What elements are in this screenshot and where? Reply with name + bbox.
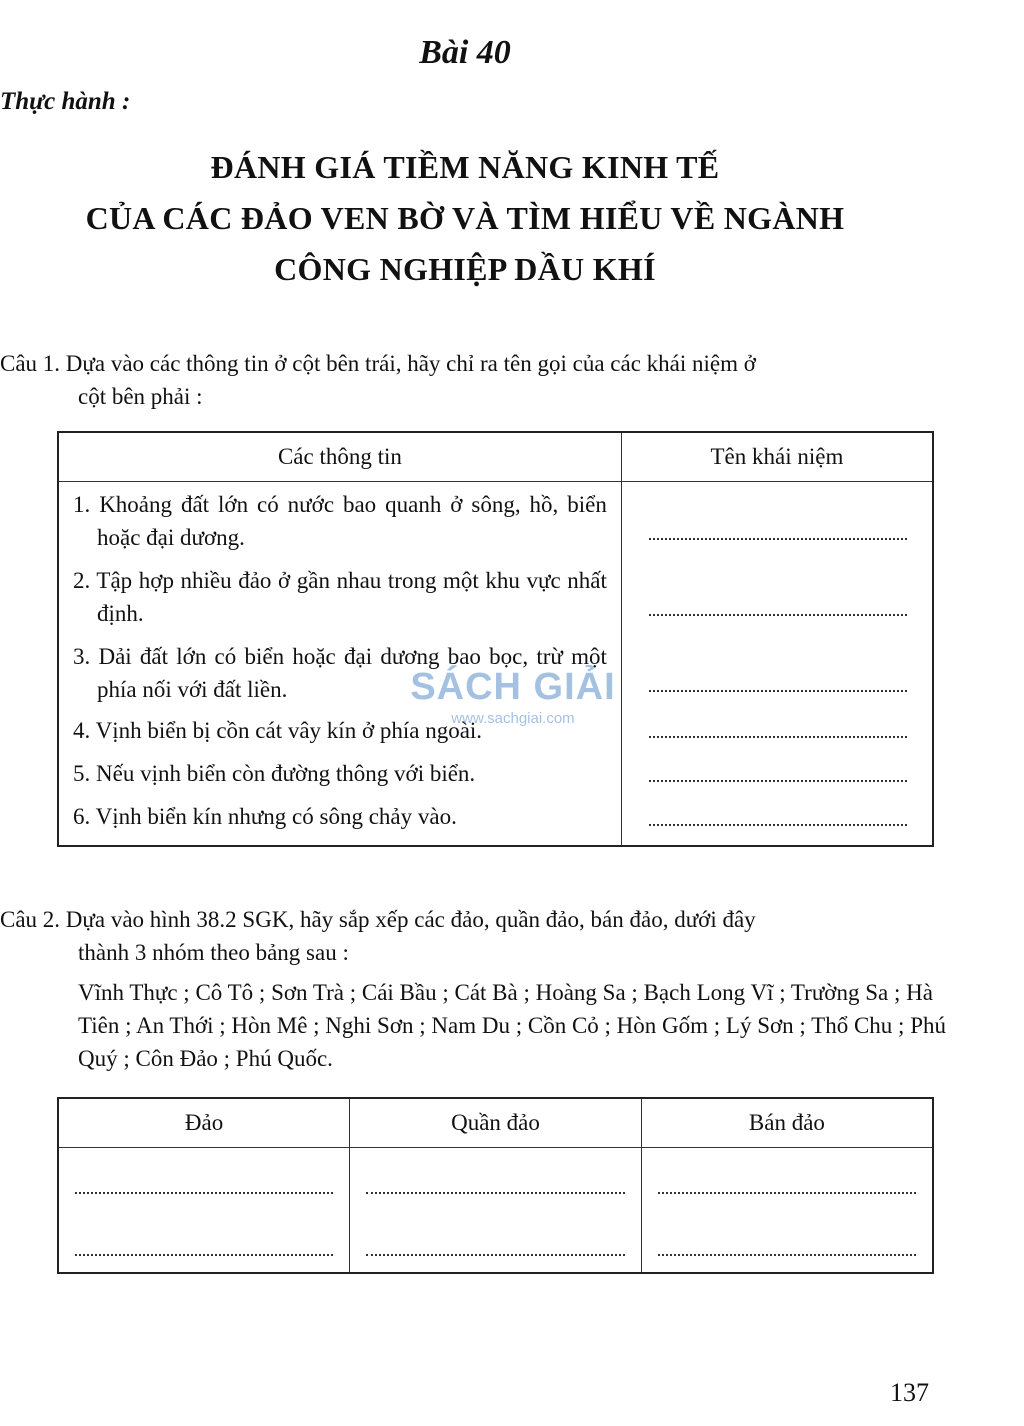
archipelago-cell — [350, 1148, 642, 1274]
watermark-url: www.sachgiai.com — [451, 710, 575, 727]
grouping-table-body — [58, 1148, 933, 1274]
answer-blank-4[interactable] — [649, 736, 907, 738]
archipelago-blank-1[interactable] — [366, 1192, 625, 1194]
question-1-line-1: Câu 1. Dựa vào các thông tin ở cột bên trái, hãy chỉ ra tên gọi của các khái niệm ở — [0, 351, 756, 376]
info-item-6: 6. Vịnh biển kín nhưng có sông chảy vào. — [73, 804, 457, 829]
question-2-line-1: Câu 2. Dựa vào hình 38.2 SGK, hãy sắp xếp các đảo, quần đảo, bán đảo, dưới đây — [0, 907, 756, 932]
answer-blank-5[interactable] — [649, 780, 907, 782]
answer-column — [621, 482, 933, 847]
peninsula-cell — [641, 1148, 933, 1274]
info-item-5: 5. Nếu vịnh biển còn đường thông với biển. — [73, 761, 476, 786]
question-2 — [0, 903, 940, 969]
answer-blank-3[interactable] — [649, 690, 907, 692]
archipelago-blank-2[interactable] — [366, 1254, 625, 1256]
answer-blank-2[interactable] — [649, 614, 907, 616]
lesson-label: Bài 40 — [419, 34, 511, 71]
answer-blank-1[interactable] — [649, 538, 907, 540]
peninsula-blank-1[interactable] — [658, 1192, 916, 1194]
info-item-2: 2. Tập hợp nhiều đảo ở gần nhau trong một khu vực nhất định. — [73, 568, 607, 626]
grouping-table-header — [58, 1098, 933, 1148]
header-archipelago: Quần đảo — [350, 1098, 642, 1148]
practice-label: Thực hành : — [0, 88, 131, 115]
title-line-3: CÔNG NGHIỆP DẦU KHÍ — [274, 251, 656, 287]
island-blank-2[interactable] — [75, 1254, 333, 1256]
concept-table-header — [58, 432, 933, 482]
question-2-line-2: thành 3 nhóm theo bảng sau : — [78, 940, 349, 965]
info-item-3: 3. Dải đất lớn có biển hoặc đại dương bao bọc, trừ một phía nối với đất liền. — [73, 644, 607, 702]
title-line-2: CỦA CÁC ĐẢO VEN BỜ VÀ TÌM HIỂU VỀ NGÀNH — [85, 200, 845, 236]
answer-blank-6[interactable] — [649, 824, 907, 826]
page-number: 137 — [890, 1378, 929, 1407]
islands-list: Vĩnh Thực ; Cô Tô ; Sơn Trà ; Cái Bầu ; Cát Bà ; Hoàng Sa ; Bạch Long Vĩ ; Trường Sa ; Hà Tiên ; An Thới ; Hòn Mê ; Nghi Sơn ; Nam Du ; Cồn Cỏ ; Hòn Gốm ; Lý Sơn ; Thổ Chu ; Phú Quý ; Côn Đảo ; Phú Quốc. — [78, 980, 946, 1071]
question-1 — [0, 347, 940, 413]
page-title — [0, 142, 930, 295]
watermark-logo-text: SÁCH GIẢI — [410, 666, 616, 708]
island-blank-1[interactable] — [75, 1192, 333, 1194]
grouping-table — [57, 1097, 934, 1274]
header-island: Đảo — [58, 1098, 350, 1148]
question-1-line-2: cột bên phải : — [78, 384, 203, 409]
header-peninsula: Bán đảo — [641, 1098, 933, 1148]
info-item-4: 4. Vịnh biển bị cồn cát vây kín ở phía ngoài. — [73, 718, 483, 743]
concept-table — [57, 431, 934, 847]
info-item-1: 1. Khoảng đất lớn có nước bao quanh ở sông, hồ, biển hoặc đại dương. — [73, 492, 607, 550]
header-concept: Tên khái niệm — [621, 432, 933, 482]
watermark — [408, 664, 618, 728]
title-line-1: ĐÁNH GIÁ TIỀM NĂNG KINH TẾ — [210, 149, 720, 185]
header-info: Các thông tin — [58, 432, 621, 482]
peninsula-blank-2[interactable] — [658, 1254, 916, 1256]
island-cell — [58, 1148, 350, 1274]
